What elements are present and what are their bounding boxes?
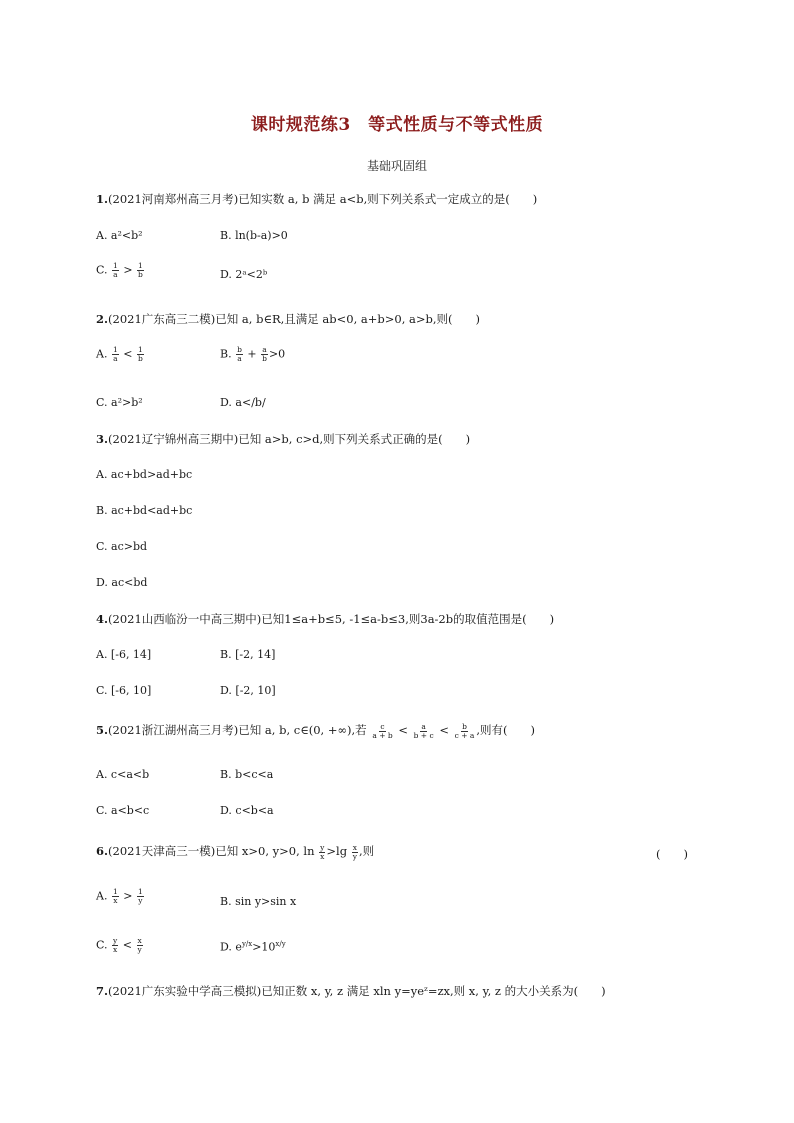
q1-option-d: D. 2ᵃ<2ᵇ bbox=[220, 268, 268, 281]
question-5: 5.(2021浙江湖州高三月考)已知 a, b, c∈(0, +∞),若 $\frac{c}{a + b}$ < $\frac{a}{b + c}$ < $\frac{b}{c + a}$ ,则有( ) bbox=[96, 721, 536, 740]
question-2: 2.(2021广东高三二模)已知 a, b∈R,且满足 ab<0, a+b>0, a>b,则( ) bbox=[96, 312, 481, 326]
q6-answer-paren: ( ) bbox=[656, 847, 688, 861]
question-7: 7.(2021广东实验中学高三模拟)已知正数 x, y, z 满足 xln y=yeᶻ=zx,则 x, y, z 的大小关系为( ) bbox=[96, 984, 606, 998]
q4-option-d: D. [-2, 10] bbox=[220, 684, 276, 697]
q3-option-c: C. ac>bd bbox=[96, 540, 148, 553]
q5-option-d: D. c<b<a bbox=[220, 804, 274, 817]
q2-option-b: B. $\frac{b}{a}$ + $\frac{a}{b}$ >0 bbox=[220, 345, 286, 363]
q6-option-d: D. $e^{y/x}>10^{x/y}$ bbox=[220, 940, 286, 954]
q6-option-a: A. $\frac{1}{x}$ > $\frac{1}{y}$ bbox=[96, 887, 143, 905]
question-6: 6.(2021天津高三一模)已知 x>0, y>0, ln $\frac{y}{x}$ >lg $\frac{x}{y}$ ,则 bbox=[96, 842, 375, 861]
question-1: 1.(2021河南郑州高三月考)已知实数 a, b 满足 a<b,则下列关系式一定成立的是( ) bbox=[96, 192, 538, 206]
q3-option-b: B. ac+bd<ad+bc bbox=[96, 504, 193, 517]
q3-option-a: A. ac+bd>ad+bc bbox=[96, 468, 193, 481]
q5-option-a: A. c<a<b bbox=[96, 768, 150, 781]
page-title: 课时规范练3 等式性质与不等式性质 bbox=[250, 115, 544, 135]
q3-option-d: D. ac<bd bbox=[96, 576, 148, 589]
q1-option-a: A. a²<b² bbox=[96, 229, 143, 242]
q1-option-b: B. ln(b-a)>0 bbox=[220, 229, 288, 242]
q2-option-d: D. a</b/ bbox=[220, 396, 266, 409]
q2-option-c: C. a²>b² bbox=[96, 396, 143, 409]
question-3: 3.(2021辽宁锦州高三期中)已知 a>b, c>d,则下列关系式正确的是( ) bbox=[96, 432, 471, 446]
q4-option-c: C. [-6, 10] bbox=[96, 684, 152, 697]
section-subtitle: 基础巩固组 bbox=[366, 159, 427, 173]
q6-option-c: C. $\frac{y}{x}$ < $\frac{x}{y}$ bbox=[96, 936, 142, 954]
q4-option-b: B. [-2, 14] bbox=[220, 648, 276, 661]
q5-option-c: C. a<b<c bbox=[96, 804, 150, 817]
q1-option-c: C. $\frac{1}{a}$ > $\frac{1}{b}$ bbox=[96, 261, 143, 279]
q6-option-b: B. sin y>sin x bbox=[220, 895, 297, 908]
question-4: 4.(2021山西临汾一中高三期中)已知1≤a+b≤5, -1≤a-b≤3,则3a-2b的取值范围是( ) bbox=[96, 612, 555, 626]
q4-option-a: A. [-6, 14] bbox=[96, 648, 152, 661]
q2-option-a: A. $\frac{1}{a}$ < $\frac{1}{b}$ bbox=[96, 345, 143, 363]
q5-option-b: B. b<c<a bbox=[220, 768, 274, 781]
